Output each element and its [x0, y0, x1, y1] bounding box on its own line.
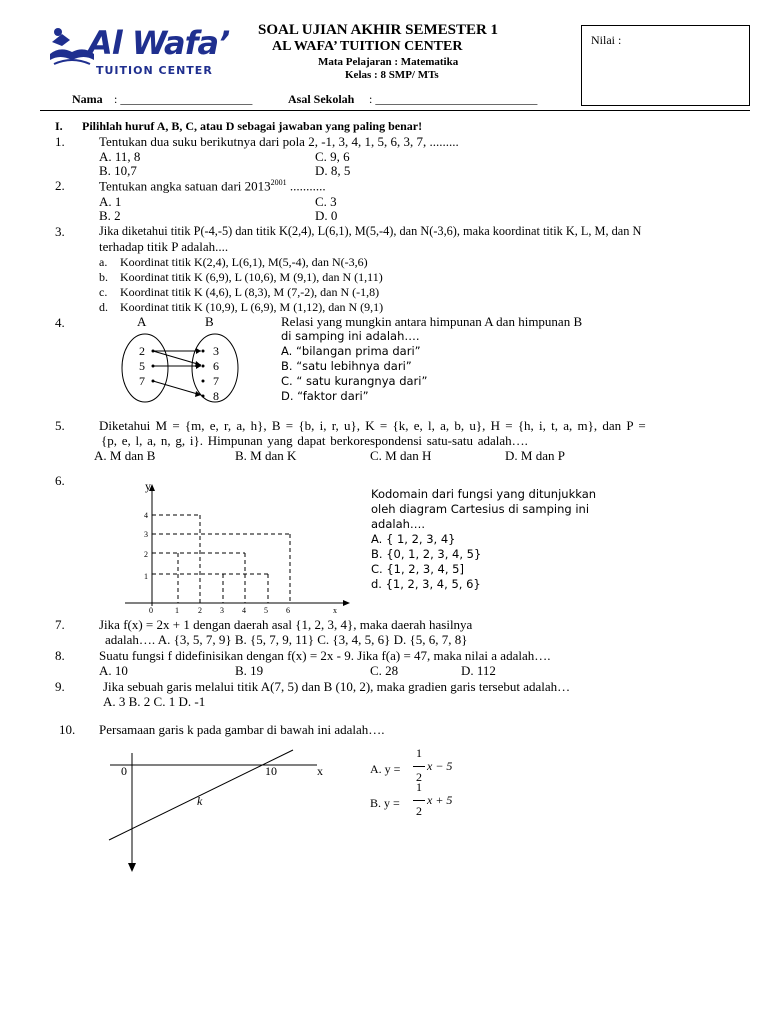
- logo-title: Al Wafa’: [88, 24, 230, 62]
- q10-label-k: k: [197, 794, 203, 808]
- q10-label-0: 0: [121, 764, 127, 778]
- q10-b-suffix: x + 5: [427, 793, 453, 807]
- q5-option-d[interactable]: D. M dan P: [505, 448, 565, 463]
- q4-right-8: 8: [213, 389, 219, 403]
- q10-b-numerator: 1: [416, 780, 422, 794]
- q2-option-b[interactable]: B. 2: [99, 208, 121, 223]
- q6-x-tick-5: 5: [264, 606, 268, 615]
- q4-number: 4.: [55, 315, 65, 330]
- q10-b-fraction-bar: [413, 800, 425, 801]
- q3-option-c-key: c.: [99, 285, 108, 299]
- q8-option-b[interactable]: B. 19: [235, 663, 264, 678]
- q4-left-7: 7: [139, 374, 145, 388]
- q4-right-3: 3: [213, 344, 219, 358]
- q5-text-line2: {p, e, l, a, n, g, i}. Himpunan yang dapat berkorespondensi satu-satu adalah….: [101, 433, 528, 448]
- logo: [48, 24, 238, 80]
- q6-y-tick-4: 4: [144, 511, 148, 520]
- q2-option-a[interactable]: A. 1: [99, 194, 122, 209]
- q6-x-label: x: [333, 606, 337, 615]
- q9-text: Jika sebuah garis melalui titik A(7, 5) dan B (10, 2), maka gradien garis tersebut adalah…: [103, 679, 571, 694]
- q6-y-tick-3: 3: [144, 530, 148, 539]
- q10-a-prefix: A. y =: [370, 762, 401, 776]
- q9-options[interactable]: A. 3 B. 2 C. 1 D. -1: [103, 694, 206, 709]
- q6-option-a[interactable]: A. { 1, 2, 3, 4}: [371, 532, 456, 546]
- q4-set-b-label: B: [205, 314, 214, 329]
- q10-a-numerator: 1: [416, 746, 422, 760]
- q1-option-b[interactable]: B. 10,7: [99, 163, 137, 178]
- q4-arrow-diagram: [110, 330, 250, 410]
- q9-number: 9.: [55, 679, 65, 694]
- q4-set-a-label: A: [137, 314, 147, 329]
- section-instruction: Pilihlah huruf A, B, C, atau D sebagai jawaban yang paling benar!: [82, 119, 423, 133]
- header-divider: [40, 110, 750, 111]
- q10-label-x: x: [317, 764, 323, 778]
- q2-option-c[interactable]: C. 3: [315, 194, 337, 209]
- q3-option-a-key: a.: [99, 255, 108, 269]
- q6-x-tick-2: 2: [198, 606, 202, 615]
- grade-line: Kelas : 8 SMP/ MTs: [345, 69, 439, 81]
- q2-text: [99, 178, 326, 194]
- q4-option-b[interactable]: B. “satu lebihnya dari”: [281, 359, 412, 373]
- q4-left-5: 5: [139, 359, 145, 373]
- q4-option-d[interactable]: D. “faktor dari”: [281, 389, 369, 403]
- name-field[interactable]: : ______________________: [114, 92, 253, 106]
- q6-x-tick-0: 0: [149, 606, 153, 615]
- score-box[interactable]: [581, 25, 750, 106]
- school-label: Asal Sekolah: [288, 92, 355, 106]
- q5-text-line1: Diketahui M = {m, e, r, a, h}, B = {b, i, r, u}, K = {k, e, l, a, b, u}, H = {h, i, t, a, m}, dan P =: [99, 418, 646, 433]
- q6-option-c[interactable]: C. {1, 2, 3, 4, 5]: [371, 562, 464, 576]
- q10-b-denominator: 2: [416, 804, 422, 818]
- q7-text-line2: adalah…. A. {3, 5, 7, 9} B. {5, 7, 9, 11} C. {3, 4, 5, 6} D. {5, 6, 7, 8}: [105, 632, 468, 647]
- q8-text: Suatu fungsi f didefinisikan dengan f(x) = 2x - 9. Jika f(a) = 47, maka nilai a adalah….: [99, 648, 551, 663]
- q7-text-line1: Jika f(x) = 2x + 1 dengan daerah asal {1, 2, 3, 4}, maka daerah hasilnya: [99, 617, 473, 632]
- q2-option-d[interactable]: D. 0: [315, 208, 338, 223]
- q3-text-line1: Jika diketahui titik P(-4,-5) dan titik K(2,4), L(6,1), M(5,-4), dan N(-3,6), maka koordinat titik K, L, M, dan N: [99, 224, 642, 238]
- q5-option-b[interactable]: B. M dan K: [235, 448, 297, 463]
- q5-option-c[interactable]: C. M dan H: [370, 448, 432, 463]
- q6-text-line2: oleh diagram Cartesius di samping ini: [371, 502, 590, 516]
- q8-option-c[interactable]: C. 28: [370, 663, 399, 678]
- q6-x-tick-1: 1: [175, 606, 179, 615]
- q6-number: 6.: [55, 473, 65, 488]
- q8-option-a[interactable]: A. 10: [99, 663, 128, 678]
- q10-line-diagram: [105, 748, 345, 878]
- q1-option-a[interactable]: A. 11, 8: [99, 149, 141, 164]
- q10-text: Persamaan garis k pada gambar di bawah ini adalah….: [99, 722, 385, 737]
- q4-right-6: 6: [213, 359, 219, 373]
- q10-a-fraction-bar: [413, 766, 425, 767]
- q7-number: 7.: [55, 617, 65, 632]
- q6-y-tick-2: 2: [144, 550, 148, 559]
- q4-left-2: 2: [139, 344, 145, 358]
- q4-right-7: 7: [213, 374, 219, 388]
- q6-y-tick-1: 1: [144, 572, 148, 581]
- q4-text-line2: di samping ini adalah….: [281, 329, 420, 343]
- q5-number: 5.: [55, 418, 65, 433]
- q4-option-c[interactable]: C. “ satu kurangnya dari”: [281, 374, 428, 388]
- q10-a-denominator: 2: [416, 770, 422, 784]
- q6-x-tick-6: 6: [286, 606, 290, 615]
- q1-option-d[interactable]: D. 8, 5: [315, 163, 351, 178]
- q4-text-line1: Relasi yang mungkin antara himpunan A dan himpunan B: [281, 314, 583, 329]
- subject-line: Mata Pelajaran : Matematika: [318, 56, 459, 68]
- school-field[interactable]: : ___________________________: [369, 92, 538, 106]
- q3-option-b[interactable]: Koordinat titik K (6,9), L (10,6), M (9,1), dan N (1,11): [120, 270, 383, 284]
- q6-x-tick-3: 3: [220, 606, 224, 615]
- q2-text-pre: Tentukan angka satuan dari 2013: [99, 178, 271, 194]
- q3-option-a[interactable]: Koordinat titik K(2,4), L(6,1), M(5,-4), dan N(-3,6): [120, 255, 368, 269]
- q6-y-label: y: [145, 479, 151, 493]
- score-label: Nilai :: [591, 33, 622, 47]
- q3-number: 3.: [55, 224, 65, 239]
- q8-option-d[interactable]: D. 112: [461, 663, 496, 678]
- q6-text-line3: adalah….: [371, 517, 426, 531]
- q6-cartesian-diagram: [120, 478, 355, 618]
- q5-option-a[interactable]: A. M dan B: [94, 448, 156, 463]
- q2-exponent: 2001: [270, 178, 287, 187]
- q10-a-suffix: x − 5: [427, 759, 453, 773]
- q2-number: 2.: [55, 178, 65, 193]
- q4-option-a[interactable]: A. “bilangan prima dari”: [281, 344, 421, 358]
- q3-option-b-key: b.: [99, 270, 108, 284]
- q10-number: 10.: [59, 722, 76, 737]
- q6-text-line1: Kodomain dari fungsi yang ditunjukkan: [371, 487, 597, 501]
- exam-title: SOAL UJIAN AKHIR SEMESTER 1: [258, 22, 499, 38]
- institution-name: AL WAFA’ TUITION CENTER: [272, 39, 463, 54]
- q8-number: 8.: [55, 648, 65, 663]
- q10-b-prefix: B. y =: [370, 796, 400, 810]
- section-number: I.: [55, 119, 63, 133]
- q6-option-b[interactable]: B. {0, 1, 2, 3, 4, 5}: [371, 547, 482, 561]
- q3-text-line2: terhadap titik P adalah....: [99, 239, 229, 254]
- q3-option-d-key: d.: [99, 300, 108, 314]
- q3-option-d[interactable]: Koordinat titik K (10,9), L (6,9), M (1,12), dan N (9,1): [120, 300, 384, 314]
- q10-option-b[interactable]: [370, 780, 490, 822]
- q6-x-tick-4: 4: [242, 606, 246, 615]
- logo-subtitle: TUITION CENTER: [96, 64, 213, 77]
- q10-label-10: 10: [265, 764, 277, 778]
- q1-number: 1.: [55, 134, 65, 149]
- q3-option-c[interactable]: Koordinat titik K (4,6), L (8,3), M (7,-2), dan N (-1,8): [120, 285, 380, 299]
- q1-option-c[interactable]: C. 9, 6: [315, 149, 350, 164]
- q2-text-post: ...........: [286, 178, 326, 194]
- q4-set-a-ellipse: [122, 334, 168, 402]
- q1-text: Tentukan dua suku berikutnya dari pola 2, -1, 3, 4, 1, 5, 6, 3, 7, .........: [99, 134, 459, 149]
- name-label: Nama: [72, 92, 103, 106]
- q6-option-d[interactable]: d. {1, 2, 3, 4, 5, 6}: [371, 577, 481, 591]
